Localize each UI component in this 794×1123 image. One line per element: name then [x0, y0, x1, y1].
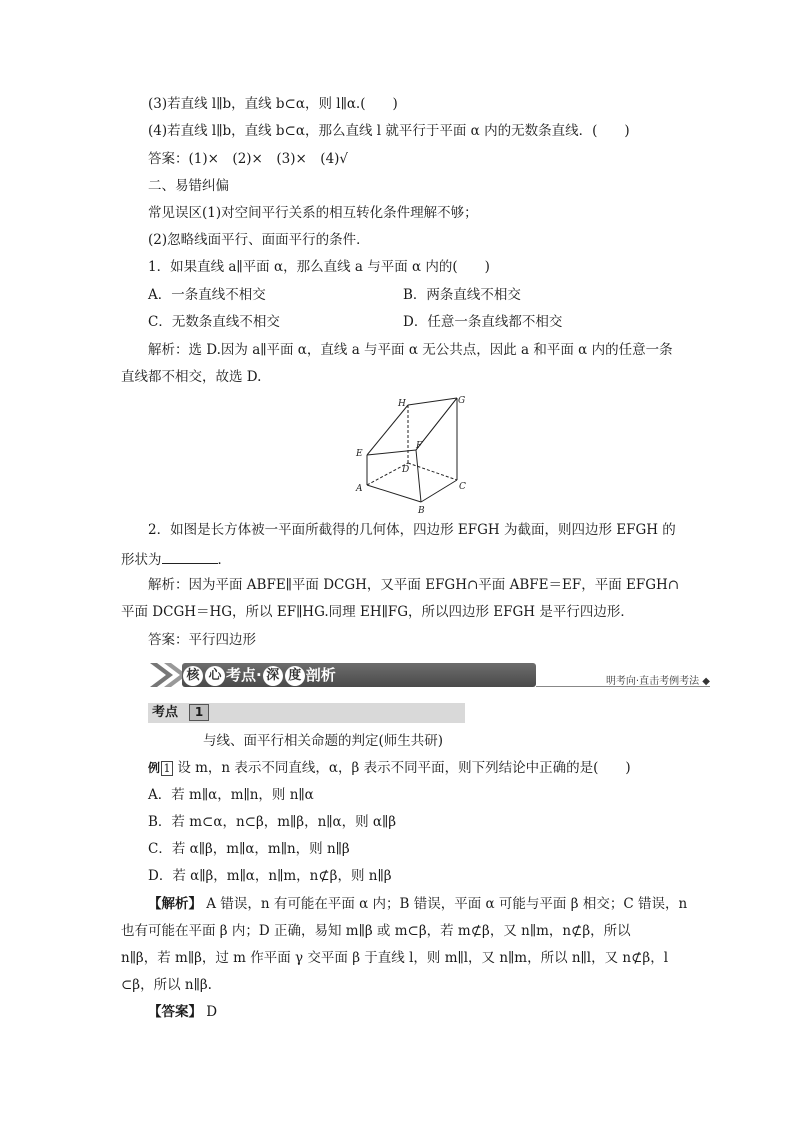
example-number: 1	[161, 761, 173, 776]
example-stem: 设 m，n 表示不同直线，α，β 表示不同平面，则下列结论中正确的是( )	[177, 760, 631, 776]
analysis-line-1	[148, 895, 687, 913]
section-heading: 二、易错纠偏	[148, 178, 229, 194]
question-2-line-1: 2．如图是长方体被一平面所截得的几何体，四边形 EFGH 为截面，则四边形 EFGH 的	[148, 522, 676, 538]
label-g: G	[458, 396, 466, 406]
option-1c: C．无数条直线不相交	[148, 314, 280, 330]
question-1: 1．如果直线 a∥平面 α，那么直线 a 与平面 α 内的( )	[148, 259, 490, 275]
answer-blank	[162, 549, 218, 564]
example-tag: 例	[148, 761, 161, 775]
example-question	[148, 759, 631, 777]
option-1a: A．一条直线不相交	[148, 287, 266, 303]
label-d: D	[402, 465, 410, 475]
label-f: F	[416, 441, 423, 451]
error-note-1: 常见误区(1)对空间平行关系的相互转化条件理解不够；	[148, 205, 478, 221]
analysis-line-3: n∥β，若 m∥β，过 m 作平面 γ 交平面 β 于直线 l，则 m∥l，又 n∥m，所以 n∥l，又 n⊄β，l	[121, 950, 669, 966]
banner-title	[182, 663, 536, 687]
solution-1-line-1: 解析：选 D.因为 a∥平面 α，直线 a 与平面 α 无公共点，因此 a 和平面 α 内的任意一条	[148, 342, 673, 358]
banner-subtitle: 明考向·直击考例考法 ◆	[605, 676, 710, 687]
section-banner	[148, 660, 710, 690]
label-a: A	[356, 484, 363, 494]
example-option-c: C．若 α∥β，m∥α，m∥n，则 n∥β	[148, 841, 350, 857]
example-option-a: A．若 m∥α，m∥n，则 n∥α	[148, 787, 314, 803]
label-b: B	[418, 506, 425, 516]
question-2-end: ．	[217, 552, 231, 568]
solution-1-line-2: 直线都不相交，故选 D.	[121, 369, 262, 385]
example-option-d: D．若 α∥β，m∥α，n∥m，n⊄β，则 n∥β	[148, 868, 392, 884]
answer-label: 【答案】	[148, 1004, 202, 1020]
label-h: H	[398, 399, 406, 409]
error-note-2: (2)忽略线面平行、面面平行的条件．	[148, 232, 370, 248]
topic-title: 与线、面平行相关命题的判定(师生共研)	[203, 733, 444, 749]
statement-3: (3)若直线 l∥b，直线 b⊂α，则 l∥α.( )	[148, 96, 398, 112]
solution-2-line-1: 解析：因为平面 ABFE∥平面 DCGH，又平面 EFGH∩平面 ABFE＝EF，平面 EFGH∩	[148, 577, 680, 593]
banner-char-1: 核	[183, 666, 203, 686]
topic-number: 1	[189, 704, 209, 721]
analysis-label: 【解析】	[148, 896, 202, 912]
example-option-b: B．若 m⊂α，n⊂β，m∥β，n∥α，则 α∥β	[148, 814, 397, 830]
topic-label: 考点	[152, 705, 179, 720]
answer-1: 答案：(1)× (2)× (3)× (4)√	[148, 151, 349, 167]
topic-header	[148, 703, 465, 723]
banner-tail: 剖析	[305, 666, 336, 684]
solution-2-line-2: 平面 DCGH＝HG，所以 EF∥HG.同理 EH∥FG，所以四边形 EFGH 是平行四边形．	[121, 604, 634, 620]
banner-char-2: 心	[205, 666, 225, 686]
analysis-line-2: 也有可能在平面 β 内；D 正确，易知 m∥β 或 m⊂β，若 m⊄β，又 n∥m，n⊄β，所以	[121, 923, 631, 939]
label-e: E	[356, 449, 363, 459]
banner-mid: 考点·	[226, 666, 262, 684]
banner-char-3: 深	[263, 666, 283, 686]
option-1d: D．任意一条直线都不相交	[403, 314, 563, 330]
answer-2: 答案：平行四边形	[148, 632, 256, 648]
answer-value: D	[206, 1004, 218, 1020]
option-1b: B．两条直线不相交	[403, 287, 521, 303]
banner-char-4: 度	[285, 666, 305, 686]
final-answer	[148, 1003, 217, 1021]
analysis-text-1: A 错误，n 有可能在平面 α 内；B 错误，平面 α 可能与平面 β 相交；C 错误，n	[206, 896, 688, 912]
statement-4: (4)若直线 l∥b，直线 b⊂α，那么直线 l 就平行于平面 α 内的无数条直线．( )	[148, 123, 630, 139]
question-2-stem: 形状为	[121, 552, 162, 568]
geometry-figure	[350, 390, 480, 516]
label-c: C	[459, 482, 466, 492]
question-2-line-2	[121, 549, 231, 569]
analysis-line-4: ⊂β，所以 n∥β.	[121, 977, 212, 993]
